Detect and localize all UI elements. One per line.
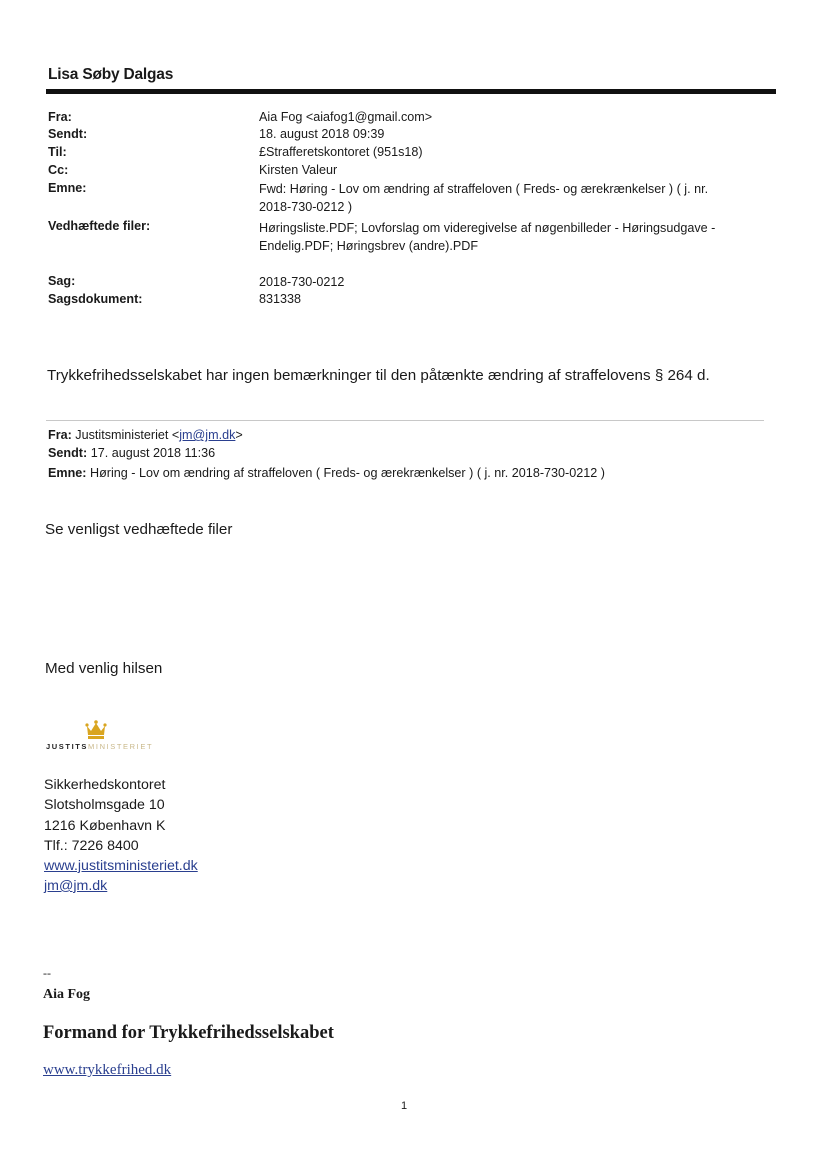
footer-title: Formand for Trykkefrihedsselskabet <box>43 1023 334 1043</box>
signature-street: Slotsholmsgade 10 <box>44 797 165 813</box>
forwarded-subject-label: Emne: <box>48 466 87 480</box>
case-label: Sag: <box>48 274 76 288</box>
signature-city: 1216 København K <box>44 818 166 834</box>
subject-value-line1: Fwd: Høring - Lov om ændring af straffeloven ( Freds- og ærekrænkelser ) ( j. nr. <box>259 182 709 196</box>
attachments-label: Vedhæftede filer: <box>48 219 151 233</box>
from-value: Aia Fog <aiafog1@gmail.com> <box>259 110 433 124</box>
subject-label: Emne: <box>48 181 87 195</box>
case-document-label: Sagsdokument: <box>48 292 143 306</box>
forwarded-from <box>48 426 243 444</box>
forwarded-from-name: Justitsministeriet < <box>75 428 180 442</box>
subject-value-line2: 2018-730-0212 ) <box>259 200 353 214</box>
footer-website-link[interactable]: www.trykkefrihed.dk <box>43 1062 172 1078</box>
reply-text: Trykkefrihedsselskabet har ingen bemærkninger til den påtænkte ændring af straffelovens § 264 d. <box>47 367 710 384</box>
attachments-value-line2: Endelig.PDF; Høringsbrev (andre).PDF <box>259 239 479 253</box>
forwarded-from-end: > <box>235 428 243 442</box>
crown-icon <box>84 718 108 740</box>
forwarded-subject-value: Høring - Lov om ændring af straffeloven ( Freds- og ærekrænkelser ) ( j. nr. 2018-730-0212 ) <box>90 466 605 480</box>
to-label: Til: <box>48 145 67 159</box>
signature-dashes: -- <box>43 966 51 980</box>
logo-text-ministeriet: MINISTERIET <box>88 742 154 751</box>
attachments-note: Se venligst vedhæftede filer <box>45 521 233 538</box>
forwarded-subject <box>48 464 605 482</box>
ministry-logo <box>46 742 153 751</box>
page-number: 1 <box>401 1100 408 1112</box>
attachments-value-line1: Høringsliste.PDF; Lovforslag om videregivelse af nøgenbilleder - Høringsudgave - <box>259 221 716 235</box>
signature-website-link[interactable]: www.justitsministeriet.dk <box>44 858 198 874</box>
signature-email-link[interactable]: jm@jm.dk <box>44 878 108 894</box>
header-rule <box>46 89 776 94</box>
signature-phone: Tlf.: 7226 8400 <box>44 838 139 854</box>
sent-value: 18. august 2018 09:39 <box>259 127 385 141</box>
forwarded-sent-value: 17. august 2018 11:36 <box>90 446 216 460</box>
forwarded-sent-label: Sendt: <box>48 446 88 460</box>
closing: Med venlig hilsen <box>45 660 163 677</box>
case-document-value: 831338 <box>259 292 302 306</box>
sender-name: Lisa Søby Dalgas <box>48 66 174 83</box>
cc-label: Cc: <box>48 163 69 177</box>
case-value: 2018-730-0212 <box>259 275 345 289</box>
signature-office: Sikkerhedskontoret <box>44 777 166 793</box>
forwarded-from-email[interactable]: jm@jm.dk <box>179 428 236 442</box>
sent-label: Sendt: <box>48 127 88 141</box>
from-label: Fra: <box>48 110 72 124</box>
cc-value: Kirsten Valeur <box>259 163 338 177</box>
forwarded-sent <box>48 444 215 462</box>
logo-text-justits: JUSTITS <box>46 742 89 751</box>
forward-separator <box>46 420 764 421</box>
footer-name: Aia Fog <box>43 987 91 1002</box>
forwarded-from-label: Fra: <box>48 428 72 442</box>
to-value: £Strafferetskontoret (951s18) <box>259 145 423 159</box>
